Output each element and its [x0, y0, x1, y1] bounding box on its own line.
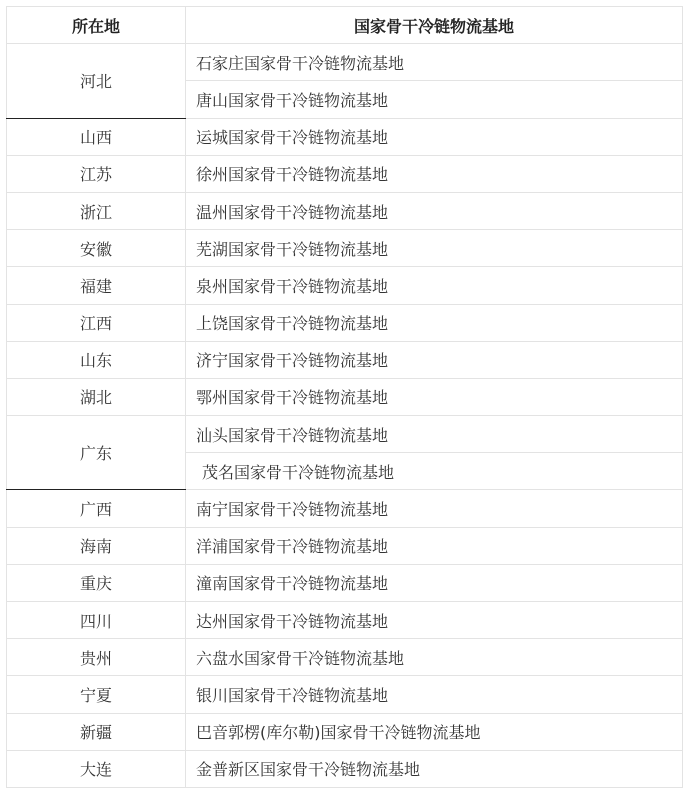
base-cell: 温州国家骨干冷链物流基地 [186, 192, 683, 229]
base-cell: 上饶国家骨干冷链物流基地 [186, 304, 683, 341]
table-row [7, 676, 683, 713]
table-row [7, 192, 683, 229]
header-province: 所在地 [7, 7, 186, 44]
province-cell: 宁夏 [7, 676, 186, 713]
base-cell: 石家庄国家骨干冷链物流基地 [186, 44, 683, 81]
base-cell: 潼南国家骨干冷链物流基地 [186, 564, 683, 601]
province-cell: 湖北 [7, 378, 186, 415]
province-cell: 重庆 [7, 564, 186, 601]
base-cell: 运城国家骨干冷链物流基地 [186, 118, 683, 155]
province-cell: 福建 [7, 267, 186, 304]
province-cell: 四川 [7, 602, 186, 639]
table-row [7, 304, 683, 341]
base-cell: 茂名国家骨干冷链物流基地 [186, 453, 683, 490]
province-cell: 山西 [7, 118, 186, 155]
table-row [7, 564, 683, 601]
table-row [7, 378, 683, 415]
base-cell: 泉州国家骨干冷链物流基地 [186, 267, 683, 304]
base-cell: 银川国家骨干冷链物流基地 [186, 676, 683, 713]
table-row [7, 341, 683, 378]
base-cell: 六盘水国家骨干冷链物流基地 [186, 639, 683, 676]
table-row [7, 490, 683, 527]
base-cell: 济宁国家骨干冷链物流基地 [186, 341, 683, 378]
base-cell: 金普新区国家骨干冷链物流基地 [186, 750, 683, 787]
province-cell: 江苏 [7, 155, 186, 192]
table-row [7, 267, 683, 304]
base-cell: 芜湖国家骨干冷链物流基地 [186, 230, 683, 267]
table-row [7, 416, 683, 453]
province-cell: 海南 [7, 527, 186, 564]
base-cell: 徐州国家骨干冷链物流基地 [186, 155, 683, 192]
province-cell: 广东 [7, 416, 186, 490]
base-cell: 巴音郭楞(库尔勒)国家骨干冷链物流基地 [186, 713, 683, 750]
table-body [7, 44, 683, 788]
base-cell: 洋浦国家骨干冷链物流基地 [186, 527, 683, 564]
base-cell: 南宁国家骨干冷链物流基地 [186, 490, 683, 527]
base-cell: 达州国家骨干冷链物流基地 [186, 602, 683, 639]
province-cell: 河北 [7, 44, 186, 118]
province-cell: 贵州 [7, 639, 186, 676]
table-row [7, 713, 683, 750]
cold-chain-base-table-container [6, 6, 683, 788]
table-row [7, 750, 683, 787]
table-row [7, 118, 683, 155]
province-cell: 安徽 [7, 230, 186, 267]
table-row [7, 44, 683, 81]
province-cell: 广西 [7, 490, 186, 527]
cold-chain-base-table [6, 6, 683, 788]
province-cell: 江西 [7, 304, 186, 341]
table-row [7, 527, 683, 564]
table-header-row [7, 7, 683, 44]
base-cell: 汕头国家骨干冷链物流基地 [186, 416, 683, 453]
base-cell: 唐山国家骨干冷链物流基地 [186, 81, 683, 118]
province-cell: 新疆 [7, 713, 186, 750]
base-cell: 鄂州国家骨干冷链物流基地 [186, 378, 683, 415]
province-cell: 山东 [7, 341, 186, 378]
province-cell: 浙江 [7, 192, 186, 229]
table-row [7, 602, 683, 639]
table-row [7, 230, 683, 267]
table-row [7, 155, 683, 192]
table-row [7, 639, 683, 676]
header-base: 国家骨干冷链物流基地 [186, 7, 683, 44]
province-cell: 大连 [7, 750, 186, 787]
